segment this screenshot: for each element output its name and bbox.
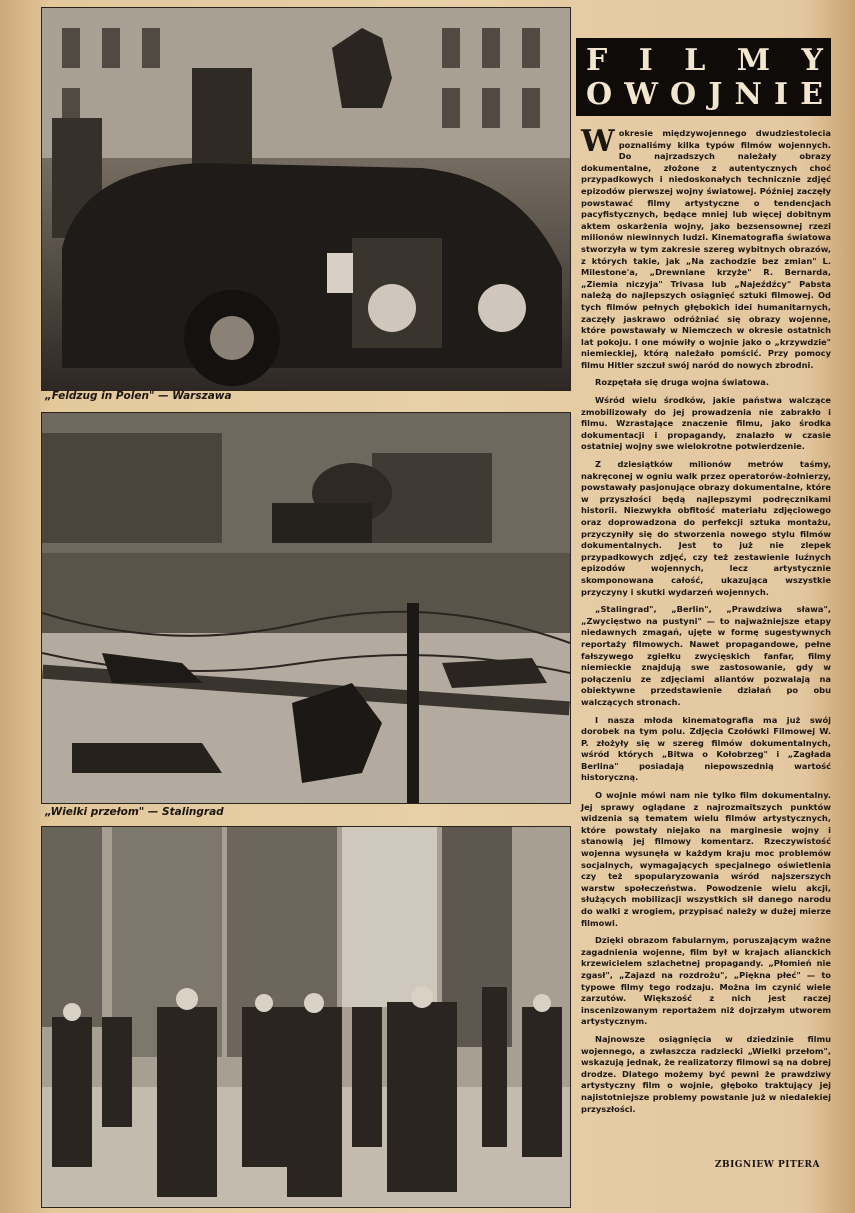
article-title xyxy=(576,38,831,116)
title-letter: I xyxy=(638,43,653,78)
paragraph: Najnowsze osiągnięcia w dziedzinie filmu wojennego, a zwłaszcza radziecki „Wielki przełom", wskazują jednak, że realizatorzy filmowi są na dobrej drodze. Dlatego możemy być pewni że prawdziwy artystyczny film o wojnie, głęboko traktujący jej najistotniejsze problemy powstanie już w niedalekiej przyszłości. xyxy=(581,1033,831,1114)
paragraph: „Stalingrad", „Berlin", „Prawdziwa sława", „Zwycięstwo na pustyni" — to najważniejsze etapy niedawnych zmagań, ujęte w formę sugestywnych reportaży filmowych. Nawet propagandowe, pełne fałszywego zgiełku zwycięskich fanfar, filmy niemieckie znajdują swe zastosowanie, gdy w połączeniu ze zdjęciami aliantów pozwalają na obiektywne przedstawienie działań po obu walczących stronach. xyxy=(581,604,831,707)
paragraph: Wokresie międzywojennego dwudziestolecia poznaliśmy kilka typów filmów wojennych. Do najrzadszych należały obrazy dokumentalne, złożone z autentycznych choć przypadkowych i niedoskonałych technicznie zdjęć epizodów pierwszej wojny światowej. Później zaczęły powstawać filmy artystyczne o tendencjach pacyfistycznych, będące mniej lub więcej dobitnym aktem oskarżenia wojny, jako bezsensownej rzezi milionów niewinnych ludzi. Kinematografia światowa stworzyła w tym zakresie szereg wybitnych obrazów, z których takie, jak „Na zachodzie bez zmian" L. Milestone'a, „Drewniane krzyże" R. Bernarda, „Ziemia niczyja" Trivasa lub „Najeźdźcy" Pabsta należą do najlepszych osiągnięć sztuki filmowej. Od tych filmów pełnych głębokich idei humanitarnych, zaczęły jaskrawo odróżniać się obrazy wojenne, które powstawały w Niemczech w okresie ostatnich lat pokoju. I one mówiły o wojnie jako o „krzywdzie" niemieckiej, którą należało pomścić. Przy pomocy filmu Hitler szczuł swój naród do nowych zbrodni. xyxy=(581,124,831,370)
caption-photo1: „Feldzug in Polen" — Warszawa xyxy=(45,390,232,402)
caption-photo2: „Wielki przełom" — Stalingrad xyxy=(45,806,224,818)
title-letter: E xyxy=(800,77,823,112)
paragraph: Dzięki obrazom fabularnym, poruszającym ważne zagadnienia wojenne, film był w krajach alianckich krzewicielem szlachetnej propagandy. „Płomień nie zgasł", „Zajazd na rozdrożu", „Piękna płeć" — to typowe filmy tego rodzaju. Można im czynić wiele zarzutów. Większość z nich jest raczej inscenizowanym reportażem niż dojrzałym utworem artystycznym. xyxy=(581,935,831,1027)
article-body xyxy=(581,124,831,1121)
paragraph: I nasza młoda kinematografia ma już swój dorobek na tym polu. Zdjęcia Czołówki Filmowej W. P. złożyły się w szereg filmów dokumentalnych, wśród których „Bitwa o Kołobrzeg" i „Zagłada Berlina" posiadają niepowszednią wartość historyczną. xyxy=(581,714,831,783)
title-line-2 xyxy=(586,78,823,112)
title-letter: Y xyxy=(801,43,823,78)
drop-cap: W xyxy=(581,124,615,159)
title-letter: L xyxy=(684,43,706,78)
title-letter: J xyxy=(708,77,723,112)
title-letter: W xyxy=(624,77,658,112)
title-letter: M xyxy=(736,43,771,78)
photo-parade-image xyxy=(42,8,570,390)
paragraph: Z dziesiątków milionów metrów taśmy, nakręconej w ogniu walk przez operatorów-żołnierzy, powstawały pasjonujące obrazy dokumentalne, które w przyszłości będą najlepszymi podręcznikami historii. Niezwykła obfitość materiału zdjęciowego oraz doprowadzona do perfekcji sztuka montażu, przyczyniły się do stworzenia nowego stylu filmów dokumentalnych. Jest to już nie zlepek przypadkowych zdjęć, czy też zestawienie luźnych epizodów wojennych, lecz artystycznie skomponowana całość, ukazująca wszystkie przyczyny i skutki wydarzeń wojennych. xyxy=(581,459,831,597)
title-letter: F xyxy=(586,43,608,78)
author-byline: ZBIGNIEW PITERA xyxy=(714,1160,820,1170)
title-letter: I xyxy=(774,77,789,112)
photo-feldzug-in-polen xyxy=(41,7,571,391)
title-letter: O xyxy=(586,77,613,112)
paragraph: Wśród wielu środków, jakie państwa walczące zmobilizowały do jej prowadzenia nie zabrakło i filmu. Wzrastające znaczenie filmu, jako środka dokumentacji i propagandy, znalazło w czasie ostatniej wojny swe wielokrotne potwierdzenie. xyxy=(581,395,831,452)
photo-wielki-przelom xyxy=(41,412,571,804)
photo-officers-berlin xyxy=(41,826,571,1208)
photo-battlefield-image xyxy=(42,413,570,803)
paragraph: O wojnie mówi nam nie tylko film dokumentalny. Jej sprawy oglądane z najrozmaitszych punktów widzenia są tematem wielu filmów artystycznych, które powstały niejako na marginesie wojny i stanowią jej filmowy komentarz. Rzeczywistość wojenna wysunęła w każdym kraju moc problemów socjalnych, wymagających specjalnego oświetlenia czy też spopularyzowania wśród najszerszych warstw społeczeństwa. Powodzenie wielu akcji, służących mobilizacji wszystkich sił danego narodu do walki z wrogiem, przypisać należy w dużej mierze filmowi. xyxy=(581,790,831,928)
title-letter: O xyxy=(670,77,697,112)
title-line-1 xyxy=(586,44,823,78)
photo-officers-image xyxy=(42,827,570,1207)
title-letter: N xyxy=(734,77,762,112)
paragraph: Rozpętała się druga wojna światowa. xyxy=(595,377,770,388)
